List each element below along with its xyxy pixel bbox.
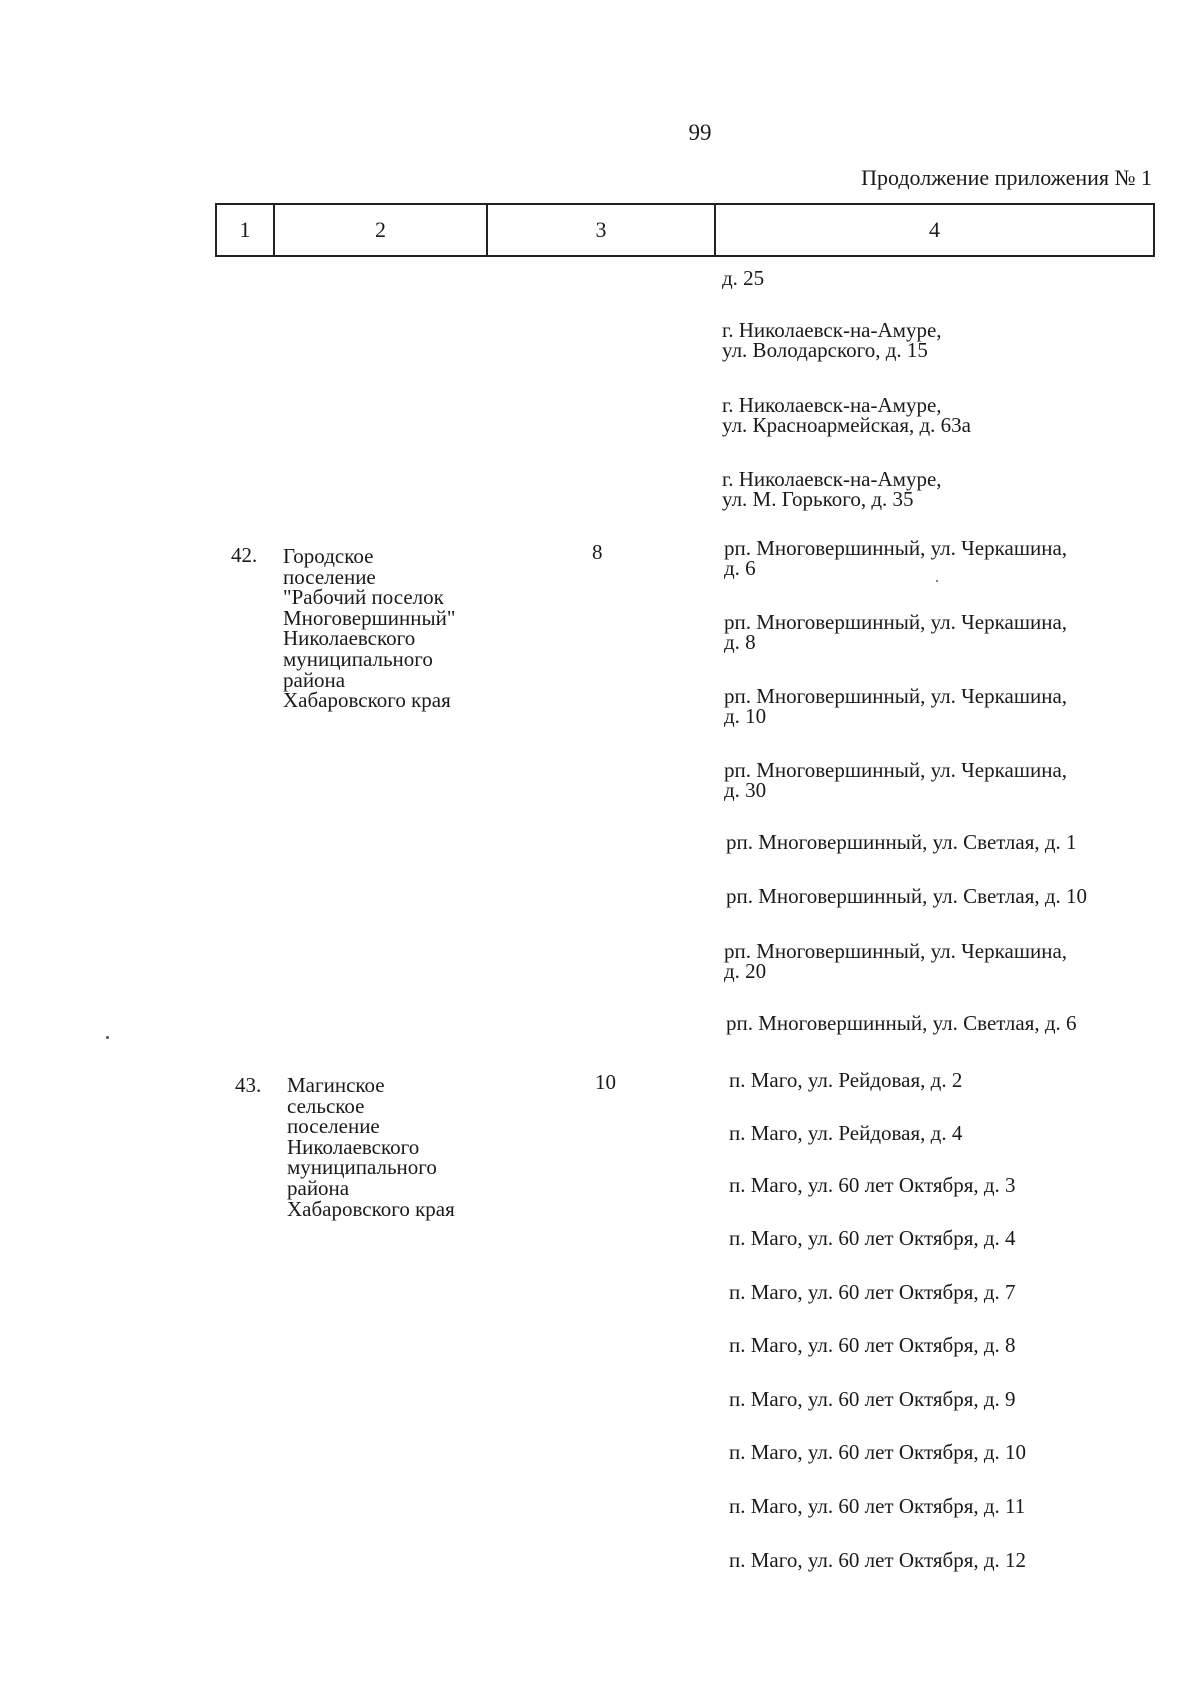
page-number (0, 120, 1200, 146)
row-42-address-6: рп. Многовершинный, ул. Светлая, д. 10 (726, 884, 1088, 908)
row-43-address-8: п. Маго, ул. 60 лет Октября, д. 10 (729, 1440, 1027, 1464)
row-43-number: 43. (235, 1073, 262, 1097)
row-43-address-9: п. Маго, ул. 60 лет Октября, д. 11 (729, 1494, 1026, 1518)
prev-address-3: г. Николаевск-на-Амуре, ул. Красноармейская, д. 63а (722, 393, 971, 437)
row-42-address-8: рп. Многовершинный, ул. Светлая, д. 6 (726, 1011, 1077, 1035)
header-col-3: 3 (488, 205, 716, 255)
row-43-entity-name: Магинское сельское поселение Николаевского муниципального района Хабаровского края (287, 1073, 455, 1221)
row-42-address-2: рп. Многовершинный, ул. Черкашина, д. 8 (724, 610, 1068, 654)
continuation-label: Продолжение приложения № 1 (861, 165, 1152, 190)
page-number-text: 99 (688, 120, 712, 145)
prev-address-1: д. 25 (722, 266, 765, 290)
row-43-address-3: п. Маго, ул. 60 лет Октября, д. 3 (729, 1173, 1016, 1197)
header-col-2: 2 (275, 205, 488, 255)
header-col-4: 4 (929, 217, 940, 242)
row-42-address-7: рп. Многовершинный, ул. Черкашина, д. 20 (724, 939, 1068, 983)
row-42-address-5: рп. Многовершинный, ул. Светлая, д. 1 (726, 830, 1077, 854)
prev-address-2: г. Николаевск-на-Амуре, ул. Володарского, д. 15 (722, 318, 942, 362)
scan-speck (106, 1036, 109, 1039)
row-43-address-4: п. Маго, ул. 60 лет Октября, д. 4 (729, 1226, 1016, 1250)
row-42-count: 8 (592, 540, 603, 564)
row-43-count: 10 (595, 1070, 616, 1094)
row-42-number: 42. (231, 543, 258, 567)
row-43-address-7: п. Маго, ул. 60 лет Октября, д. 9 (729, 1387, 1016, 1411)
row-43-address-6: п. Маго, ул. 60 лет Октября, д. 8 (729, 1333, 1016, 1357)
row-43-address-2: п. Маго, ул. Рейдовая, д. 4 (729, 1121, 963, 1145)
row-43-address-5: п. Маго, ул. 60 лет Октября, д. 7 (729, 1280, 1016, 1304)
scan-speck (936, 580, 938, 582)
header-col-1: 1 (217, 205, 275, 255)
row-43-address-1: п. Маго, ул. Рейдовая, д. 2 (729, 1068, 963, 1092)
row-42-address-4: рп. Многовершинный, ул. Черкашина, д. 30 (724, 758, 1068, 802)
row-42-entity-name: Городское поселение "Рабочий поселок Многовершинный" Николаевского муниципального района Хабаровского края (283, 544, 456, 713)
table-header (215, 203, 1155, 257)
row-42-address-3: рп. Многовершинный, ул. Черкашина, д. 10 (724, 684, 1068, 728)
row-43-address-10: п. Маго, ул. 60 лет Октября, д. 12 (729, 1548, 1027, 1572)
row-42-address-1: рп. Многовершинный, ул. Черкашина, д. 6 (724, 536, 1068, 580)
prev-address-4: г. Николаевск-на-Амуре, ул. М. Горького, д. 35 (722, 467, 942, 511)
